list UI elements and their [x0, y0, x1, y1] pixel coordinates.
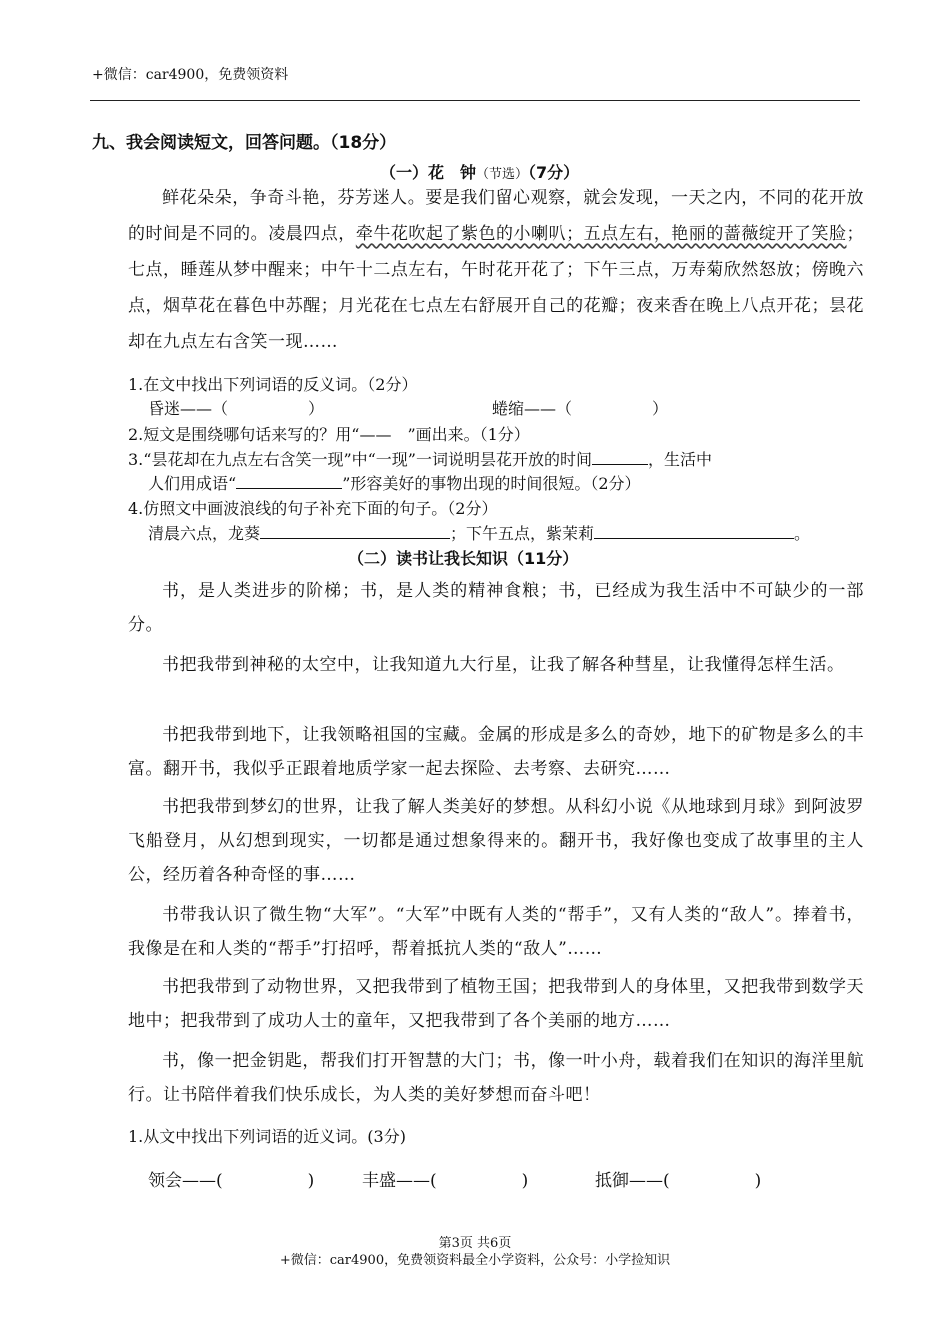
passage2-para-3: 书把我带到地下，让我领略祖国的宝藏。金属的形成是多么的奇妙，地下的矿物是多么的丰富。翻开书，我似乎正跟着地质学家一起去探险、去考察、去研究……: [128, 725, 864, 779]
q1-4-blank-b[interactable]: [594, 524, 794, 539]
q1-4-fill: [148, 521, 810, 544]
passage2-para-2: 书把我带到神秘的太空中，让我知道九大行星，让我了解各种彗星，让我懂得怎样生活。: [162, 655, 845, 675]
q1-1-antonym-b: 蜷缩——（ ）: [492, 399, 669, 418]
q1-3-text-end: ，生活中: [648, 450, 713, 469]
q1-3-line1: [128, 447, 712, 470]
passage1-text-start: 鲜花朵朵，争奇斗艳，芬芳迷人。要是我们留心观察，就会发现，一天之内，不同的花开放的时间是不同的。凌晨四点，: [128, 188, 864, 244]
q1-2: 2.短文是围绕哪句话来写的？用“—— ”画出来。（1分）: [128, 425, 530, 444]
q1-3-line2: [148, 471, 641, 494]
q1-1: 1.在文中找出下列词语的反义词。（2分）: [128, 375, 418, 394]
q1-4: 4.仿照文中画波浪线的句子补充下面的句子。（2分）: [128, 499, 498, 518]
passage2-para-5: 书带我认识了微生物“大军”。“大军”中既有人类的“帮手”，又有人类的“敌人”。捧着书，我像是在和人类的“帮手”打招呼，帮着抵抗人类的“敌人”……: [128, 905, 864, 959]
passage1-wavy-sentence: 牵牛花吹起了紫色的小喇叭；五点左右，艳丽的蔷薇绽开了笑脸: [355, 224, 847, 244]
passage2-para-1: 书，是人类进步的阶梯；书，是人类的精神食粮；书，已经成为我生活中不可缺少的一部分。: [128, 581, 864, 635]
q1-4-blank-a[interactable]: [260, 524, 450, 539]
q1-4-text-end: 。: [794, 524, 811, 543]
header-rule: [90, 100, 860, 101]
q1-3-text: 3.“昙花却在九点左右含笑一现”中“一现”一词说明昙花开放的时间: [128, 450, 592, 469]
header-note: +微信：car4900，免费领资料: [92, 67, 289, 83]
q1-3-idiom-end: ”形容美好的事物出现的时间很短。（2分）: [342, 474, 641, 493]
q1-3-idiom-blank[interactable]: [236, 474, 342, 489]
passage2-para-7: 书，像一把金钥匙，帮我们打开智慧的大门；书，像一叶小舟，载着我们在知识的海洋里航行。让书陪伴着我们快乐成长，为人类的美好梦想而奋斗吧！: [128, 1051, 864, 1105]
q2-1-word-3: 抵御——( ): [595, 1171, 762, 1191]
q1-1-antonym-a: 昏迷——（ ）: [148, 399, 325, 418]
passage2-title: （二）读书让我长知识（11分）: [348, 549, 579, 568]
passage1-title-note: （节选）: [476, 167, 529, 182]
passage1-text-end: ；七点，睡莲从梦中醒来；中午十二点左右，午时花开花了；下午三点，万寿菊欣然怒放；傍晚六点，烟草花在暮色中苏醒；月光花在七点左右舒展开自己的花瓣；夜来香在晚上八点开花；昙花却在九点左右含笑一现……: [128, 224, 865, 352]
passage1-body: [128, 180, 864, 360]
page-number: 第3页 共6页: [438, 1236, 512, 1251]
q1-4-text-a: 清晨六点，龙葵: [148, 524, 261, 543]
passage1-title-text: （一）花 钟: [380, 163, 477, 182]
q2-1: 1.从文中找出下列词语的近义词。(3分): [128, 1127, 406, 1146]
section-title: 九、我会阅读短文，回答问题。（18分）: [92, 133, 397, 153]
q2-1-word-2: 丰盛——( ): [362, 1171, 529, 1191]
passage1-score: （7分）: [528, 163, 580, 182]
passage2-para-4: 书把我带到梦幻的世界，让我了解人类美好的梦想。从科幻小说《从地球到月球》到阿波罗飞船登月，从幻想到现实，一切都是通过想象得来的。翻开书，我好像也变成了故事里的主人公，经历着各种奇怪的事……: [128, 797, 864, 885]
q1-4-text-b: ；下午五点，紫茉莉: [450, 524, 595, 543]
q1-3-idiom-text: 人们用成语“: [148, 474, 237, 493]
passage2-para-6: 书把我带到了动物世界，又把我带到了植物王国；把我带到人的身体里，又把我带到数学天地中；把我带到了成功人士的童年，又把我带到了各个美丽的地方……: [128, 977, 864, 1031]
q1-3-blank[interactable]: [592, 450, 648, 465]
footer-note: +微信：car4900，免费领资料最全小学资料，公众号：小学捡知识: [279, 1253, 671, 1268]
q2-1-word-1: 领会——( ): [148, 1171, 315, 1191]
